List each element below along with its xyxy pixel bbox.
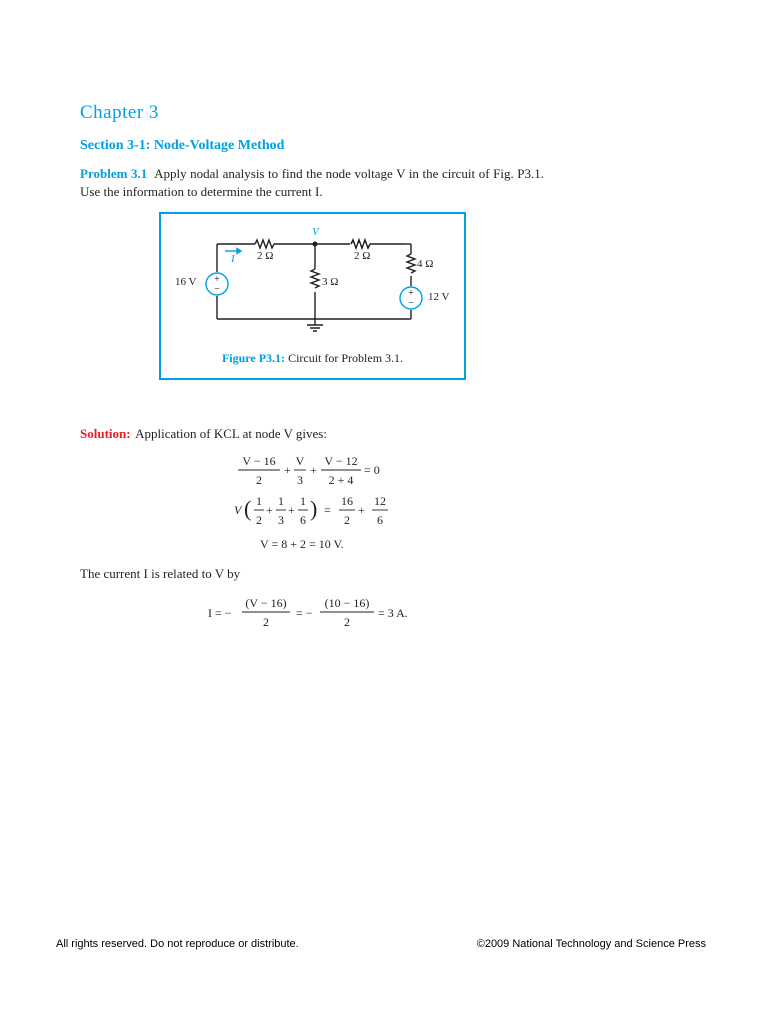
eq2-b-den: 3	[278, 513, 284, 527]
current-equation	[200, 590, 440, 636]
r4-label: 4 Ω	[417, 258, 434, 270]
svg-text:+: +	[310, 463, 317, 477]
resistor-r4	[407, 254, 415, 273]
solution-label: Solution:	[80, 426, 131, 441]
figure-box	[159, 212, 466, 380]
chapter-title: Chapter 3	[80, 102, 159, 123]
eq2-c-den: 6	[300, 513, 306, 527]
caption-label: Figure P3.1:	[221, 351, 286, 365]
r2-label: 2 Ω	[354, 250, 371, 262]
footer-copyright: ©2009 National Technology and Science Press	[476, 938, 706, 950]
svg-text:+: +	[284, 463, 291, 477]
svg-text:+: +	[288, 503, 295, 517]
eq4-f1-num: (V − 16)	[245, 596, 287, 610]
resistor-r3	[311, 269, 319, 288]
eq4-f2-num: (10 − 16)	[324, 596, 370, 610]
eq4-f2-den: 2	[344, 615, 350, 629]
eq2-e-den: 6	[377, 513, 383, 527]
svg-text:=: =	[324, 503, 331, 517]
eq2-d-den: 2	[344, 513, 350, 527]
source1-label: 16 V	[175, 276, 197, 288]
problem-text: Apply nodal analysis to find the node voltage V in the circuit of Fig. P3.1. Use the information to determine the current I.	[80, 166, 544, 199]
eq2-b-num: 1	[278, 494, 284, 508]
resistor-r1	[255, 240, 274, 248]
svg-text:+: +	[266, 503, 273, 517]
source2-minus: −	[408, 298, 414, 309]
eq2-c-num: 1	[300, 494, 306, 508]
current-label: I	[231, 253, 235, 265]
r3-label: 3 Ω	[322, 276, 339, 288]
eq3: V = 8 + 2 = 10 V.	[260, 537, 344, 551]
solution-intro-text: Application of KCL at node V gives:	[135, 426, 327, 441]
eq1-t2-num: V	[295, 454, 305, 468]
svg-text:+: +	[358, 503, 365, 517]
eq2-e-num: 12	[374, 494, 386, 508]
eq4-mid: = −	[296, 606, 313, 620]
node-dot	[313, 242, 318, 247]
eq4-rhs: = 3 A.	[378, 606, 408, 620]
eq4-lhs: I = −	[208, 606, 232, 620]
solution-intro	[80, 426, 327, 442]
footer-rights: All rights reserved. Do not reproduce or distribute.	[56, 938, 299, 950]
eq1-rhs: = 0	[364, 463, 380, 477]
figure-caption	[161, 351, 464, 366]
svg-text:): )	[310, 496, 318, 521]
r1-label: 2 Ω	[257, 250, 274, 262]
eq2-a-den: 2	[256, 513, 262, 527]
problem-label: Problem 3.1	[80, 166, 148, 181]
problem-statement	[80, 165, 544, 201]
node-label: V	[312, 226, 319, 238]
eq1-t2-den: 3	[297, 473, 303, 487]
source2-label: 12 V	[428, 291, 450, 303]
source2-plus: +	[408, 288, 414, 299]
section-title: Section 3-1: Node-Voltage Method	[80, 138, 285, 153]
eq1-t3-num: V − 12	[324, 454, 358, 468]
eq2-lead: V	[234, 503, 242, 517]
eq1-t3-den: 2 + 4	[328, 473, 354, 487]
current-relation-text: The current I is related to V by	[80, 566, 241, 581]
source1-plus: +	[214, 274, 220, 285]
eq4-f1-den: 2	[263, 615, 269, 629]
eq2-d-num: 16	[341, 494, 353, 508]
caption-text: Circuit for Problem 3.1.	[288, 351, 404, 365]
ground-icon	[307, 319, 323, 331]
eq1-t1-den: 2	[256, 473, 262, 487]
source1-minus: −	[214, 284, 220, 295]
eq1-t1-num: V − 16	[242, 454, 276, 468]
kcl-equations	[220, 450, 420, 560]
eq2-a-num: 1	[256, 494, 262, 508]
svg-text:(: (	[244, 496, 252, 521]
